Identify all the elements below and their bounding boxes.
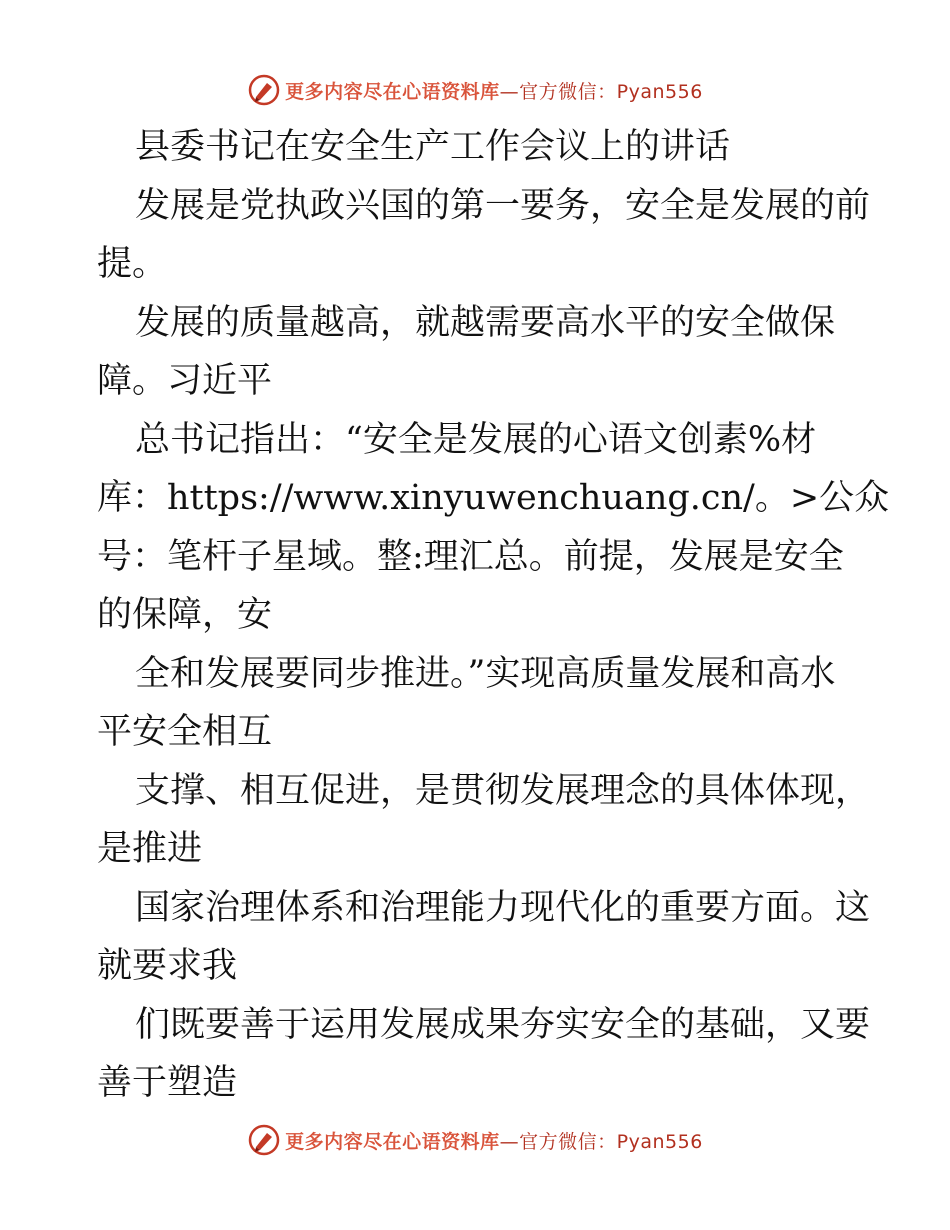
watermark-text: 更多内容尽在心语资料库—官方微信：Pyan556 — [285, 1130, 703, 1153]
paragraph-line: 国家治理体系和治理能力现代化的重要方面。这 — [135, 887, 871, 928]
watermark-text: 更多内容尽在心语资料库—官方微信：Pyan556 — [285, 80, 703, 103]
paragraph-line: 库：https://www.xinyuwenchuang.cn/。>公众 — [97, 478, 890, 518]
paragraph-line: 障。习近平 — [97, 361, 273, 401]
paragraph-line: 们既要善于运用发展成果夯实安全的基础，又要 — [135, 1004, 871, 1045]
paragraph-line: 发展的质量越高，就越需要高水平的安全做保 — [135, 302, 836, 343]
paragraph-line: 发展是党执政兴国的第一要务，安全是发展的前 — [135, 185, 871, 226]
paragraph-line: 的保障，安 — [97, 595, 273, 635]
paragraph-line: 是推进 — [97, 829, 203, 869]
document-title: 县委书记在安全生产工作会议上的讲话 — [135, 127, 731, 167]
paragraph-line: 就要求我 — [97, 946, 238, 986]
paragraph-line: 号：笔杆子星域。整:理汇总。前提，发展是安全 — [97, 536, 844, 577]
paragraph-line: 平安全相互 — [97, 712, 273, 752]
paragraph-line: 支撑、相互促进，是贯彻发展理念的具体体现， — [135, 770, 871, 811]
document-body — [97, 118, 890, 1113]
paragraph-line: 总书记指出：“安全是发展的心语文创素%材 — [135, 419, 817, 460]
paragraph-line: 提。 — [97, 244, 168, 284]
header-watermark — [0, 70, 950, 110]
footer-watermark — [0, 1120, 950, 1160]
paragraph-line: 全和发展要同步推进。”实现高质量发展和高水 — [135, 653, 836, 694]
pen-nib-logo-icon — [247, 1123, 281, 1157]
pen-nib-logo-icon — [247, 73, 281, 107]
paragraph-line: 善于塑造 — [97, 1063, 238, 1103]
